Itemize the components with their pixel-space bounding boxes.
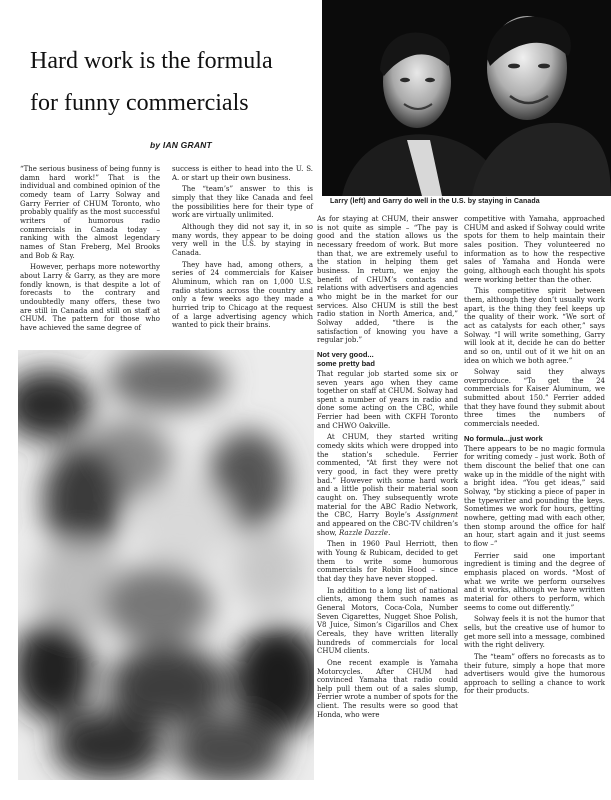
paragraph: success is either to head into the U. S. A. or start up their own business. (172, 165, 313, 182)
photo-caption: Larry (left) and Garry do well in the U.S. by staying in Canada (330, 198, 540, 205)
paragraph: Then in 1960 Paul Herriott, then with Young & Rubicam, decided to get them to write some humorous commercials for Robin Hood – since that day they have never stopped. (317, 540, 458, 583)
subhead-line: some pretty bad (317, 358, 375, 368)
paragraph: Solway feels it is not the humor that sells, but the creative use of humor to get more sell into a message, combined with the right delivery. (464, 615, 605, 650)
subhead-no-formula: No formula...just work (464, 433, 543, 443)
paragraph: Ferrier said one important ingredient is timing and the degree of emphasis placed on words. “Most of what we write we perform ourselves and it works, although we have written material for others to perform, which seems to come out differently.” (464, 551, 605, 612)
paragraph-text: . (388, 528, 391, 537)
paragraph: competitive with Yamaha, approached CHUM and asked if Solway could write spots for them to help maintain their sales position. They volunteered no information as to how the respective sales of Yamaha and Honda were going, although each thought his spots were working better than the other. (464, 215, 605, 284)
headline (30, 40, 315, 124)
paragraph: The “team’s” answer to this is simply that they like Canada and feel the possibilities here for their type of work are virtually unlimited. (172, 185, 313, 220)
blurred-photo (18, 350, 314, 780)
paragraph: They have had, among others, a series of 24 commercials for Kaiser Aluminum, which ran on 1,000 U.S. radio stations across the country and only a few weeks ago they made a hurried trip to Chicago at the request of a large advertising agency which wanted to pick their brains. (172, 260, 313, 330)
paragraph-text: and appeared on the CBC-TV children’s show, (317, 520, 458, 537)
article-column-4 (464, 215, 605, 800)
portrait-photo (322, 0, 611, 196)
portrait-image (322, 0, 611, 196)
article-column-3 (317, 215, 458, 800)
blurred-image (18, 350, 314, 780)
article-column-2 (172, 165, 313, 340)
italic-title: Razzle Dazzle (338, 528, 389, 537)
paragraph: Although they did not say it, in so many words, they appear to be doing very well in the U.S. by staying in Canada. (172, 222, 313, 257)
paragraph: Solway said they always overproduce. “To get the 24 commercials for Kaiser Aluminum, we submitted about 150.” Ferrier added that they have found they submit about three times the numbers of commercials needed. (464, 368, 605, 429)
headline-line-2: for funny commercials (30, 90, 249, 116)
subhead-not-very-good (317, 350, 458, 368)
paragraph: There appears to be no magic formula for writing comedy – just work. Both of them discount the belief that one can wake up in the middle of the night with a bright idea. “You get ideas,” said Solway, “by sticking a piece of paper in the typewriter and pounding the keys. Sometimes we work for hours, getting nowhere, getting mad with each other, then stomp around the office for half an hour, start again and it just seems to flow –” (464, 444, 605, 548)
paragraph-text: At CHUM, they started writing comedy skits which were dropped into the station’s schedule. Ferrier commented, “At first they were not very good, in fact they were pretty bad.” However with some hard work and a little polish their material soon caught on. They subsequently wrote material for the ABC Radio Network, the CBC, Harry Boyle’s (317, 433, 458, 520)
paragraph: The “team” offers no forecasts as to their future, simply a hope that more advertisers would give the humorous approach to selling a chance to work for their products. (464, 652, 605, 696)
paragraph: “The serious business of being funny is damn hard work!” That is the individual and combined opinion of the comedy team of Larry Solway and Garry Ferrier of CHUM Toronto, who probably qualify as the most successful writers of humorous radio commercials in Canada today – ranking with the almost legendary names of Stan Freberg, Mel Brooks and Bob & Ray. (20, 165, 160, 260)
paragraph: This competitive spirit between them, although they don’t usually work apart, is the thing they feel keeps up the quality of their work. “We sort of act as catalysts for each other,” says Solway. “I will write something, Garry will look at it, decide he can do better and so on, until out of it we hit on an idea on which we both agree.” (464, 287, 605, 365)
paragraph (317, 433, 458, 537)
paragraph: As for staying at CHUM, their answer is not quite as simple – “The pay is good and the station allows us the necessary freedom of work. But more than that, we are extremely useful to the station in helping them get business. In return, we enjoy the benefit of CHUM’s contacts and relations with advertisers and agencies who might be in the market for our services. Also CHUM is still the best radio station in North America, and,” Solway added, “there is the satisfaction of knowing you have a regular job.” (317, 215, 458, 345)
headline-line-1: Hard work is the formula (30, 48, 273, 74)
paragraph: In addition to a long list of national clients, among them such names as General Motors, Coca-Cola, Number Seven Cigarettes, Nugget Shoe Polish, V8 Juice, Simon’s Cigarillos and Chex Cereals, they have written literally hundreds of commercials for local CHUM clients. (317, 586, 458, 656)
article-column-1 (20, 165, 160, 335)
italic-title: Assignment (416, 511, 458, 520)
paragraph: One recent example is Yamaha Motorcycles. After CHUM had convinced Yamaha that radio could help pull them out of a sales slump, Ferrier wrote a number of spots for the client. The results were so good that Honda, who were (317, 658, 458, 719)
subhead-line: Not very good... (317, 349, 374, 359)
byline: by IAN GRANT (150, 140, 212, 150)
paragraph: That regular job started some six or seven years ago when they came together on staff at CHUM. Solway had spent a number of years in radio and done some acting on the CBC, while Ferrier had been with CKFH Toronto and CHWO Oakville. (317, 369, 458, 430)
paragraph: However, perhaps more noteworthy about Larry & Garry, as they are more fondly known, is that despite a lot of forecasts to the contrary and undoubtedly many offers, these two are still in Canada and still on staff at CHUM. The pattern for those who have achieved the same degree of (20, 263, 160, 332)
